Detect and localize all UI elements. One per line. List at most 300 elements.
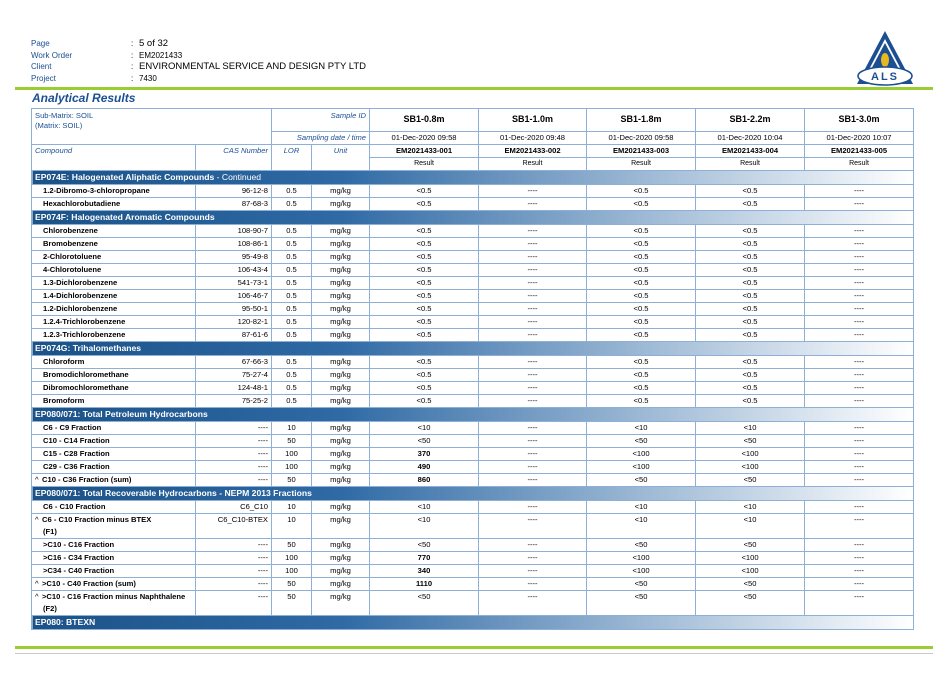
page-label: Page: [31, 39, 50, 48]
result-value: <50: [370, 538, 479, 551]
result-value: <100: [587, 551, 696, 564]
top-divider: [15, 87, 933, 90]
result-value: <10: [587, 500, 696, 513]
result-value: <100: [696, 564, 805, 577]
sample-id: SB1-1.0m: [479, 109, 587, 132]
section-title: [32, 615, 914, 629]
result-value: <0.5: [370, 328, 479, 341]
section-title: [32, 170, 914, 184]
sample-id: SB1-3.0m: [805, 109, 914, 132]
result-value: ----: [479, 577, 587, 590]
result-value: ----: [805, 460, 914, 473]
result-value: ----: [805, 276, 914, 289]
unit-value: mg/kg: [312, 381, 370, 394]
table-row: [32, 551, 914, 564]
result-value: ----: [805, 328, 914, 341]
result-value: <50: [587, 590, 696, 615]
compound-label: 1.2.4-Trichlorobenzene: [43, 317, 126, 326]
sample-id: SB1-1.8m: [587, 109, 696, 132]
result-value: ----: [805, 250, 914, 263]
result-value: ----: [479, 224, 587, 237]
result-value: <0.5: [696, 250, 805, 263]
unit-value: mg/kg: [312, 224, 370, 237]
compound-name: [32, 315, 196, 328]
lor-value: 100: [272, 460, 312, 473]
result-value: <100: [696, 447, 805, 460]
compound-name: [32, 577, 196, 590]
lor-value: 10: [272, 513, 312, 538]
compound-label: >C10 - C40 Fraction (sum): [42, 579, 136, 588]
compound-name: [32, 250, 196, 263]
table-row: [32, 328, 914, 341]
result-value: <0.5: [370, 394, 479, 407]
table-row: [32, 197, 914, 210]
result-value: <100: [587, 564, 696, 577]
lor-value: 100: [272, 551, 312, 564]
lor-value: 0.5: [272, 355, 312, 368]
result-value: ----: [479, 263, 587, 276]
table-row: [32, 447, 914, 460]
unit-value: mg/kg: [312, 500, 370, 513]
section-title: [32, 407, 914, 421]
cas-number: 541-73-1: [196, 276, 272, 289]
sample-date: 01-Dec-2020 10:07: [805, 131, 914, 144]
cas-number: ----: [196, 564, 272, 577]
unit-header: Unit: [312, 144, 370, 170]
compound-label: C10 - C14 Fraction: [43, 436, 110, 445]
result-value: ----: [479, 421, 587, 434]
table-row: [32, 368, 914, 381]
calc-marker: ^: [35, 475, 39, 484]
lor-value: 50: [272, 434, 312, 447]
unit-value: mg/kg: [312, 538, 370, 551]
compound-header: Compound: [32, 144, 196, 170]
lor-value: 0.5: [272, 315, 312, 328]
result-value: <0.5: [587, 315, 696, 328]
compound-name: [32, 184, 196, 197]
result-value: ----: [805, 447, 914, 460]
client-label: Client: [31, 62, 52, 71]
result-value: <0.5: [587, 368, 696, 381]
table-row: [32, 315, 914, 328]
result-value: <0.5: [587, 263, 696, 276]
lor-value: 50: [272, 590, 312, 615]
result-value: ----: [479, 460, 587, 473]
sample-date: 01-Dec-2020 10:04: [696, 131, 805, 144]
result-header: Result: [370, 157, 479, 170]
cas-number: ----: [196, 551, 272, 564]
lor-value: 0.5: [272, 184, 312, 197]
result-value: <10: [370, 500, 479, 513]
cas-number: 95-50-1: [196, 302, 272, 315]
cas-number: 108-90-7: [196, 224, 272, 237]
table-row: [32, 473, 914, 486]
result-value: ----: [479, 368, 587, 381]
cas-number: 87-68-3: [196, 197, 272, 210]
result-value: <50: [587, 434, 696, 447]
compound-label: >C34 - C40 Fraction: [43, 566, 115, 575]
result-value: ----: [479, 184, 587, 197]
compound-name: [32, 473, 196, 486]
compound-label: Bromobenzene: [43, 239, 98, 248]
unit-value: mg/kg: [312, 263, 370, 276]
result-value: ----: [805, 302, 914, 315]
result-value: ----: [479, 302, 587, 315]
result-value: <10: [370, 421, 479, 434]
compound-label: 2-Chlorotoluene: [43, 252, 102, 261]
lor-value: 0.5: [272, 394, 312, 407]
section-header: [32, 486, 914, 500]
compound-name: [32, 538, 196, 551]
result-value: ----: [805, 237, 914, 250]
unit-value: mg/kg: [312, 460, 370, 473]
result-value: <0.5: [696, 381, 805, 394]
result-value: ----: [479, 328, 587, 341]
cas-number: 106-46-7: [196, 289, 272, 302]
result-value: <100: [587, 447, 696, 460]
unit-value: mg/kg: [312, 394, 370, 407]
submatrix-cell: [32, 109, 272, 132]
lor-value: 0.5: [272, 368, 312, 381]
result-value: ----: [479, 250, 587, 263]
cas-number: ----: [196, 460, 272, 473]
result-value: ----: [805, 590, 914, 615]
compound-label: >C10 - C16 Fraction minus Naphthalene: [42, 591, 186, 601]
cas-number: ----: [196, 577, 272, 590]
unit-value: mg/kg: [312, 434, 370, 447]
compound-name: [32, 355, 196, 368]
table-row: [32, 237, 914, 250]
unit-value: mg/kg: [312, 250, 370, 263]
lor-value: 0.5: [272, 250, 312, 263]
calc-marker: ^: [35, 514, 39, 524]
result-value: <10: [696, 513, 805, 538]
unit-value: mg/kg: [312, 421, 370, 434]
table-row: [32, 381, 914, 394]
cas-number: 120-82-1: [196, 315, 272, 328]
compound-label: C10 - C36 Fraction (sum): [42, 475, 132, 484]
section-title-text: EP080/071: Total Recoverable Hydrocarbons - NEPM 2013 Fractions: [35, 487, 312, 498]
result-value: ----: [805, 289, 914, 302]
result-value: ----: [479, 289, 587, 302]
compound-label: C6 - C10 Fraction: [43, 502, 106, 511]
result-value: ----: [479, 590, 587, 615]
table-row: [32, 250, 914, 263]
result-value: 1110: [370, 577, 479, 590]
result-value: <50: [370, 590, 479, 615]
result-value: <50: [696, 538, 805, 551]
result-value: <0.5: [696, 368, 805, 381]
client-value: ENVIRONMENTAL SERVICE AND DESIGN PTY LTD: [139, 61, 366, 72]
lor-value: 100: [272, 447, 312, 460]
submatrix-label: Sub-Matrix: SOIL: [35, 111, 94, 120]
result-value: <50: [696, 577, 805, 590]
result-value: 370: [370, 447, 479, 460]
result-value: ----: [479, 355, 587, 368]
cas-number: C6_C10: [196, 500, 272, 513]
result-value: <0.5: [696, 197, 805, 210]
result-value: <0.5: [696, 276, 805, 289]
section-header: [32, 615, 914, 629]
result-value: ----: [805, 197, 914, 210]
unit-value: mg/kg: [312, 590, 370, 615]
result-value: <10: [587, 513, 696, 538]
compound-name: [32, 302, 196, 315]
unit-value: mg/kg: [312, 328, 370, 341]
result-value: <0.5: [370, 355, 479, 368]
compound-name: [32, 197, 196, 210]
table-row: [32, 590, 914, 615]
result-value: <0.5: [696, 184, 805, 197]
result-value: <0.5: [587, 250, 696, 263]
sampling-label: Sampling date / time: [272, 131, 370, 144]
table-row: [32, 564, 914, 577]
cas-number: 108-86-1: [196, 237, 272, 250]
result-value: <0.5: [587, 224, 696, 237]
results-table: [31, 108, 914, 630]
result-value: <0.5: [370, 381, 479, 394]
result-header: Result: [587, 157, 696, 170]
unit-value: mg/kg: [312, 237, 370, 250]
compound-label: C6 - C10 Fraction minus BTEX: [42, 514, 152, 524]
compound-name: [32, 263, 196, 276]
result-value: <0.5: [370, 302, 479, 315]
lor-value: 100: [272, 564, 312, 577]
result-value: ----: [805, 538, 914, 551]
lab-id: EM2021433-004: [696, 144, 805, 157]
result-value: ----: [479, 447, 587, 460]
section-header: [32, 407, 914, 421]
result-value: <50: [587, 473, 696, 486]
result-value: ----: [479, 197, 587, 210]
unit-value: mg/kg: [312, 447, 370, 460]
lor-value: 0.5: [272, 197, 312, 210]
compound-name: [32, 590, 196, 615]
compound-name: [32, 500, 196, 513]
unit-value: mg/kg: [312, 289, 370, 302]
result-value: <0.5: [587, 302, 696, 315]
table-row: [32, 302, 914, 315]
unit-value: mg/kg: [312, 315, 370, 328]
result-value: <0.5: [370, 368, 479, 381]
sample-id: SB1-2.2m: [696, 109, 805, 132]
result-value: <0.5: [587, 355, 696, 368]
section-header: [32, 170, 914, 184]
result-value: ----: [805, 434, 914, 447]
lor-value: 0.5: [272, 289, 312, 302]
lor-value: 0.5: [272, 381, 312, 394]
section-title: [32, 210, 914, 224]
result-value: <0.5: [587, 184, 696, 197]
result-value: <0.5: [696, 237, 805, 250]
result-value: <0.5: [696, 224, 805, 237]
result-value: 340: [370, 564, 479, 577]
result-value: ----: [805, 315, 914, 328]
cas-number: ----: [196, 447, 272, 460]
cas-number: 75-25-2: [196, 394, 272, 407]
cas-number: 124-48-1: [196, 381, 272, 394]
table-row: [32, 513, 914, 538]
unit-value: mg/kg: [312, 368, 370, 381]
section-title-text: EP080/071: Total Petroleum Hydrocarbons: [35, 408, 208, 419]
result-value: ----: [479, 276, 587, 289]
compound-name: [32, 328, 196, 341]
result-value: <0.5: [587, 381, 696, 394]
compound-label: Chloroform: [43, 357, 85, 366]
result-value: ----: [805, 394, 914, 407]
compound-label: C15 - C28 Fraction: [43, 449, 110, 458]
result-value: <100: [696, 460, 805, 473]
result-value: ----: [805, 551, 914, 564]
result-value: <0.5: [696, 289, 805, 302]
lor-value: 0.5: [272, 263, 312, 276]
result-value: <100: [587, 460, 696, 473]
result-value: <0.5: [696, 315, 805, 328]
result-value: <0.5: [696, 263, 805, 276]
result-value: <50: [696, 590, 805, 615]
cas-number: 67-66-3: [196, 355, 272, 368]
bottom-rule: [15, 653, 933, 654]
section-title-text: EP074G: Trihalomethanes: [35, 342, 142, 353]
cas-number: 87-61-6: [196, 328, 272, 341]
bottom-divider: [15, 646, 933, 649]
workorder-label: Work Order: [31, 50, 73, 60]
table-row: [32, 276, 914, 289]
cas-number: ----: [196, 434, 272, 447]
unit-value: mg/kg: [312, 577, 370, 590]
result-value: ----: [479, 381, 587, 394]
table-row: [32, 421, 914, 434]
page-value: 5 of 32: [139, 38, 169, 49]
result-value: ----: [479, 564, 587, 577]
compound-name: [32, 381, 196, 394]
result-value: <0.5: [370, 224, 479, 237]
result-value: <0.5: [370, 289, 479, 302]
result-value: ----: [479, 500, 587, 513]
result-value: <0.5: [587, 394, 696, 407]
compound-label: C29 - C36 Fraction: [43, 462, 110, 471]
cas-number: C6_C10-BTEX: [196, 513, 272, 538]
unit-value: mg/kg: [312, 513, 370, 538]
lor-header: LOR: [272, 144, 312, 170]
cas-number: 106-43-4: [196, 263, 272, 276]
cas-header: CAS Number: [196, 144, 272, 170]
result-value: ----: [805, 473, 914, 486]
unit-value: mg/kg: [312, 551, 370, 564]
result-value: <0.5: [587, 237, 696, 250]
sample-date: 01-Dec-2020 09:58: [587, 131, 696, 144]
workorder-value: EM2021433: [139, 50, 183, 60]
unit-value: mg/kg: [312, 564, 370, 577]
result-value: ----: [805, 500, 914, 513]
result-value: ----: [479, 434, 587, 447]
calc-marker: ^: [35, 579, 39, 588]
result-value: <0.5: [370, 276, 479, 289]
als-logo: [855, 30, 915, 86]
result-value: 860: [370, 473, 479, 486]
result-value: <0.5: [370, 250, 479, 263]
section-header: [32, 341, 914, 355]
compound-name: [32, 276, 196, 289]
result-value: ----: [805, 564, 914, 577]
table-row: [32, 577, 914, 590]
result-value: ----: [805, 224, 914, 237]
result-value: ----: [805, 263, 914, 276]
cas-number: 75-27-4: [196, 368, 272, 381]
result-value: <50: [696, 434, 805, 447]
table-row: [32, 355, 914, 368]
table-row: [32, 289, 914, 302]
result-header: Result: [479, 157, 587, 170]
result-value: <0.5: [696, 328, 805, 341]
compound-name: [32, 551, 196, 564]
result-value: <10: [696, 421, 805, 434]
sample-id-label: Sample ID: [272, 109, 370, 132]
lor-value: 0.5: [272, 276, 312, 289]
result-value: ----: [479, 538, 587, 551]
lor-value: 10: [272, 421, 312, 434]
result-header: Result: [805, 157, 914, 170]
result-value: ----: [805, 513, 914, 538]
compound-label: 1.2.3-Trichlorobenzene: [43, 330, 126, 339]
result-value: ----: [805, 355, 914, 368]
compound-name: [32, 394, 196, 407]
sample-date: 01-Dec-2020 09:58: [370, 131, 479, 144]
compound-name: [32, 368, 196, 381]
section-title-text: EP074F: Halogenated Aromatic Compounds: [35, 211, 215, 222]
compound-name: [32, 447, 196, 460]
sample-id: SB1-0.8m: [370, 109, 479, 132]
compound-label: >C16 - C34 Fraction: [43, 553, 115, 562]
compound-name: [32, 513, 196, 538]
section-title-text: EP074E: Halogenated Aliphatic Compounds: [35, 171, 215, 182]
section-title: [32, 341, 914, 355]
result-value: <0.5: [370, 315, 479, 328]
section-header: [32, 210, 914, 224]
compound-label: Bromodichloromethane: [43, 370, 129, 379]
cas-number: ----: [196, 538, 272, 551]
page-title: Analytical Results: [32, 91, 136, 105]
project-value: 7430: [139, 73, 157, 83]
table-row: [32, 538, 914, 551]
cas-number: 96-12-8: [196, 184, 272, 197]
logo-text: ALS: [871, 71, 899, 83]
table-row: [32, 500, 914, 513]
lor-value: 50: [272, 538, 312, 551]
compound-name: [32, 289, 196, 302]
table-row: [32, 434, 914, 447]
result-value: <0.5: [370, 184, 479, 197]
lab-id: EM2021433-005: [805, 144, 914, 157]
lor-value: 0.5: [272, 302, 312, 315]
result-value: ----: [805, 421, 914, 434]
compound-name: [32, 237, 196, 250]
result-value: <0.5: [587, 197, 696, 210]
lab-id: EM2021433-001: [370, 144, 479, 157]
result-value: ----: [479, 237, 587, 250]
table-row: [32, 263, 914, 276]
unit-value: mg/kg: [312, 184, 370, 197]
compound-name: [32, 564, 196, 577]
lor-value: 50: [272, 473, 312, 486]
compound-label: >C10 - C16 Fraction: [43, 540, 115, 549]
result-header: Result: [696, 157, 805, 170]
project-label: Project: [31, 73, 56, 83]
result-value: <50: [696, 473, 805, 486]
result-value: ----: [479, 551, 587, 564]
compound-label: 1.4-Dichlorobenzene: [43, 291, 118, 300]
compound-label: Hexachlorobutadiene: [43, 199, 121, 208]
